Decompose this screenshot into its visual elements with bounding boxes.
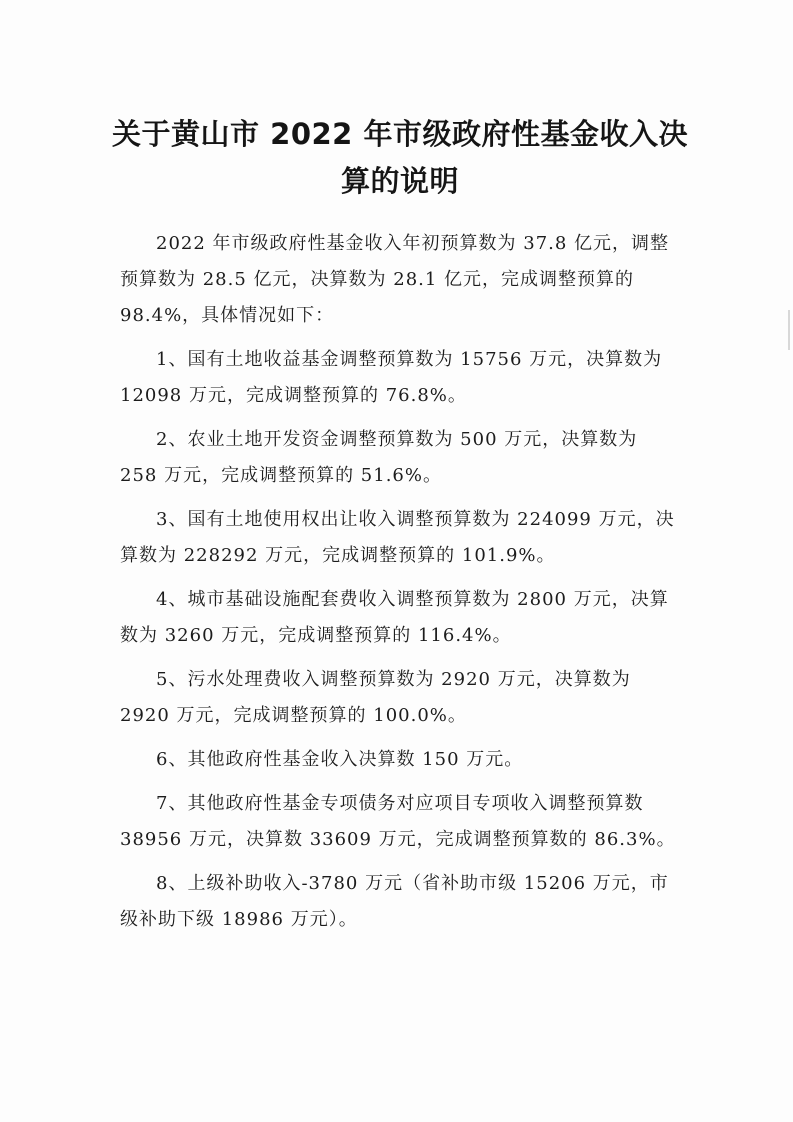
item-paragraph-8: 8、上级补助收入-3780 万元（省补助市级 15206 万元，市级补助下级 18986 万元）。: [120, 873, 669, 930]
item-paragraph-4: 4、城市基础设施配套费收入调整预算数为 2800 万元，决算数为 3260 万元，完成调整预算的 116.4%。: [120, 589, 669, 646]
item-paragraph-6: 6、其他政府性基金收入决算数 150 万元。: [156, 749, 524, 770]
item-paragraph-5: 5、污水处理费收入调整预算数为 2920 万元，决算数为 2920 万元，完成调整预算的 100.0%。: [120, 669, 631, 726]
title-line-2: 算的说明: [340, 164, 459, 199]
item-paragraph-1: 1、国有土地收益基金调整预算数为 15756 万元，决算数为 12098 万元，完成调整预算的 76.8%。: [120, 349, 663, 406]
item-paragraph-2: 2、农业土地开发资金调整预算数为 500 万元，决算数为 258 万元，完成调整预算的 51.6%。: [120, 429, 638, 486]
item-paragraph-7: 7、其他政府性基金专项债务对应项目专项收入调整预算数 38956 万元，决算数 33609 万元，完成调整预算数的 86.3%。: [120, 793, 676, 850]
document-body: [120, 226, 680, 946]
title-line-1: 关于黄山市 2022 年市级政府性基金收入决: [112, 117, 688, 152]
intro-paragraph: 2022 年市级政府性基金收入年初预算数为 37.8 亿元，调整预算数为 28.5 亿元，决算数为 28.1 亿元，完成调整预算的 98.4%，具体情况如下：: [120, 233, 670, 326]
scan-margin-mark: [788, 310, 790, 350]
document-title: [110, 111, 690, 205]
item-paragraph-3: 3、国有土地使用权出让收入调整预算数为 224099 万元，决算数为 228292 万元，完成调整预算的 101.9%。: [120, 509, 675, 566]
